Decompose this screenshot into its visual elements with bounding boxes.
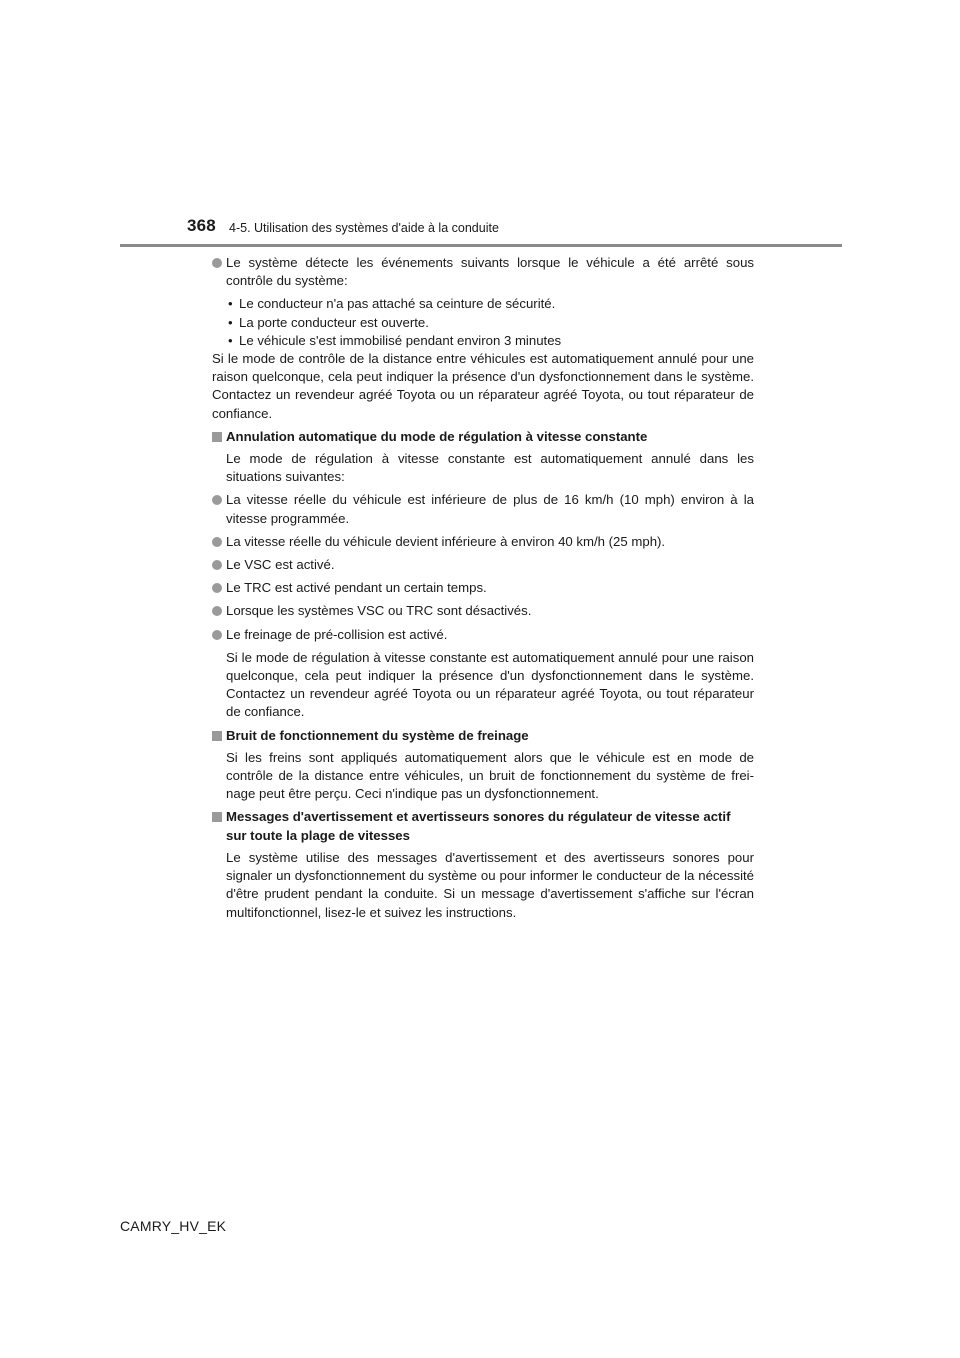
list-item: • La porte conducteur est ouverte. [226, 314, 754, 332]
circle-bullet-icon [212, 258, 222, 268]
intro-bullet-text: Le système détecte les événements suivants lorsque le véhicule a été arrêté sous contrôle du système: [226, 255, 754, 289]
section-note: Si le mode de régulation à vitesse constante est automatiquement annulé pour une raison quelconque, cela peut indiquer la présence d'un dysfonctionnement dans le système. Contactez un revendeur agréé Toyota ou un réparateur agréé Toyota, ou tout réparateur de confiance. [226, 649, 754, 720]
page-content [212, 254, 754, 922]
list-item: • Le véhicule s'est immobilisé pendant environ 3 minutes [226, 332, 754, 350]
section-heading-brake-noise: Bruit de fonctionnement du système de freinage [212, 727, 754, 745]
intro-bullet [212, 254, 754, 290]
dot-bullet-icon: • [228, 314, 233, 330]
circle-bullet-icon [212, 560, 222, 570]
list-item: • Le conducteur n'a pas attaché sa ceinture de sécurité. [226, 295, 754, 313]
header-divider [120, 244, 842, 247]
circle-bullet-icon [212, 630, 222, 640]
square-bullet-icon [212, 432, 222, 442]
list-item: Le TRC est activé pendant un certain temps. [212, 579, 754, 597]
list-item: La vitesse réelle du véhicule est inférieure de plus de 16 km/h (10 mph) environ à la vitesse programmée. [212, 491, 754, 527]
section-heading-warnings: Messages d'avertissement et avertisseurs sonores du régulateur de vitesse actif sur toute la plage de vitesses [212, 808, 754, 844]
section-intro: Le mode de régulation à vitesse constante est automatiquement annulé dans les situations suivantes: [226, 451, 754, 485]
section-heading-auto-cancel: Annulation automatique du mode de régulation à vitesse constante [212, 428, 754, 446]
circle-bullet-icon [212, 583, 222, 593]
circle-bullet-icon [212, 606, 222, 616]
page-header [0, 0, 960, 250]
list-item: Lorsque les systèmes VSC ou TRC sont désactivés. [212, 602, 754, 620]
section-title: 4-5. Utilisation des systèmes d'aide à la conduite [229, 221, 499, 235]
intro-note: Si le mode de contrôle de la distance entre véhicules est automatiquement annulé pour une raison quelconque, cela peut indiquer la présence d'un dysfonctionnement dans le système. Contactez un revendeur agréé Toyota ou un réparateur agréé Toyota, ou tout réparateur de confiance. [212, 351, 754, 421]
list-item: La vitesse réelle du véhicule devient inférieure à environ 40 km/h (25 mph). [212, 533, 754, 551]
circle-bullet-icon [212, 495, 222, 505]
list-item: Le freinage de pré-collision est activé. [212, 626, 754, 644]
page-number: 368 [187, 216, 216, 235]
list-item: Le VSC est activé. [212, 556, 754, 574]
dot-bullet-icon: • [228, 296, 233, 312]
intro-sub-list [212, 295, 754, 350]
dot-bullet-icon: • [228, 332, 233, 348]
circle-bullet-icon [212, 537, 222, 547]
section-text: Le système utilise des messages d'avertissement et des avertisseurs sonores pour signaler un dysfonctionnement du système ou pour informer le conducteur de la nécessité d'être prudent pendant la conduite. Si un message d'avertissement s'affiche sur l'écran multifonctionnel, lisez-le et suivez les instructions. [226, 849, 754, 920]
document-code: CAMRY_HV_EK [120, 1218, 227, 1234]
square-bullet-icon [212, 812, 222, 822]
section-text: Si les freins sont appliqués automatiquement alors que le véhicule est en mode de contrôle de la distance entre véhicules, un bruit de fonctionnement du système de frei-nage peut être perçu. Ceci n'indique pas un dysfonctionnement. [226, 749, 754, 802]
square-bullet-icon [212, 731, 222, 741]
